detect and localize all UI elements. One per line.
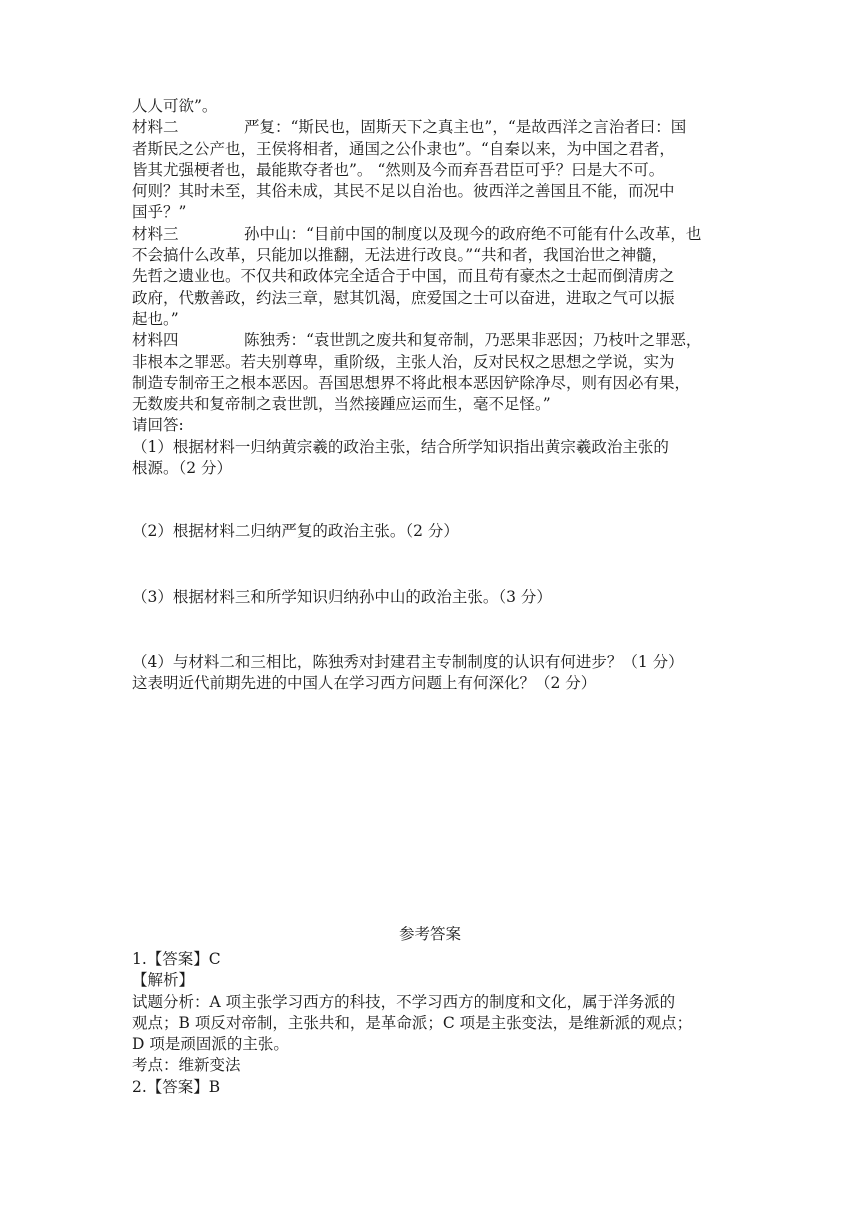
material-text-line: 制造专制帝王之根本恶因。吾国思想界不将此根本恶因铲除净尽，则有因必有果， [132, 373, 691, 392]
material-label: 材料二 [132, 118, 179, 137]
material-text-line: 先哲之遗业也。不仅共和政体完全适合于中国，而且苟有豪杰之士起而倒清虏之 [132, 267, 675, 286]
question-line: （4）与材料二和三相比，陈独秀对封建君主专制制度的认识有何进步？（1 分） [132, 652, 684, 671]
question-4 [132, 652, 728, 695]
material-text-line: 者斯民之公产也，王侯将相者，通国之公仆隶也”。“自秦以来，为中国之君者， [132, 139, 675, 158]
answer-section-title: 参考答案 [398, 925, 461, 943]
question-3 [132, 587, 728, 608]
material-text-line: 严复：“斯民也，固斯天下之真主也”，“是故西洋之言治者曰：国 [244, 118, 687, 137]
question-2 [132, 521, 728, 542]
material-text-line: 皆其尤强梗者也，最能欺夺者也”。 “然则及今而弃吾君臣可乎？曰是大不可。 [132, 160, 665, 179]
answer-line: 2.【答案】B [132, 1077, 221, 1096]
question-1 [132, 437, 728, 480]
material-2 [132, 117, 728, 223]
material-label: 材料四 [132, 331, 179, 350]
material-text-line: 无数废共和复帝制之袁世凯，当然接踵应运而生，毫不足怪。” [132, 395, 551, 414]
question-line: （3）根据材料三和所学知识归纳孙中山的政治主张。（3 分） [132, 587, 552, 606]
answer-section [132, 949, 728, 1098]
material-text-line: 孙中山：“目前中国的制度以及现今的政府绝不可能有什么改革，也 [244, 224, 702, 243]
answer-line: 试题分析：A 项主张学习西方的科技，不学习西方的制度和文化，属于洋务派的 [132, 992, 676, 1011]
material-text-line: 何则？其时未至，其俗未成，其民不足以自治也。彼西洋之善国且不能，而况中 [132, 182, 675, 201]
answer-line: D 项是顽固派的主张。 [132, 1035, 289, 1054]
material-text-line: 国乎？” [132, 203, 187, 222]
answer-line: 观点；B 项反对帝制，主张共和，是革命派；C 项是主张变法，是维新派的观点； [132, 1013, 693, 1032]
material-label: 材料三 [132, 224, 179, 243]
answer-line: 1.【答案】C [132, 950, 221, 968]
question-line: （1）根据材料一归纳黄宗羲的政治主张，结合所学知识指出黄宗羲政治主张的 [132, 437, 669, 456]
material-text-line: 起也。” [132, 309, 179, 328]
answer-line: 考点：维新变法 [132, 1056, 241, 1075]
material-text-line: 不会搞什么改革，只能加以推翻，无法进行改良。”“共和者，我国治世之神髓， [132, 246, 668, 265]
material-text-line: 政府，代敷善政，约法三章，慰其饥渴，庶爱国之士可以奋进，进取之气可以振 [132, 288, 675, 307]
question-line: 根源。（2 分） [132, 459, 233, 478]
answer-line: 【解析】 [132, 971, 195, 990]
intro-tail: 人人可欲”。 [132, 97, 218, 115]
material-3 [132, 224, 728, 330]
question-section [132, 96, 728, 695]
question-line: 这表明近代前期先进的中国人在学习西方问题上有何深化？（2 分） [132, 674, 597, 693]
answer-prompt: 请回答: [132, 416, 184, 435]
material-text-line: 陈独秀：“袁世凯之废共和复帝制，乃恶果非恶因；乃枝叶之罪恶， [244, 331, 702, 350]
material-text-line: 非根本之罪恶。若夫别尊卑，重阶级，主张人治，反对民权之思想之学说，实为 [132, 352, 675, 371]
question-line: （2）根据材料二归纳严复的政治主张。（2 分） [132, 522, 459, 541]
material-4 [132, 330, 728, 415]
